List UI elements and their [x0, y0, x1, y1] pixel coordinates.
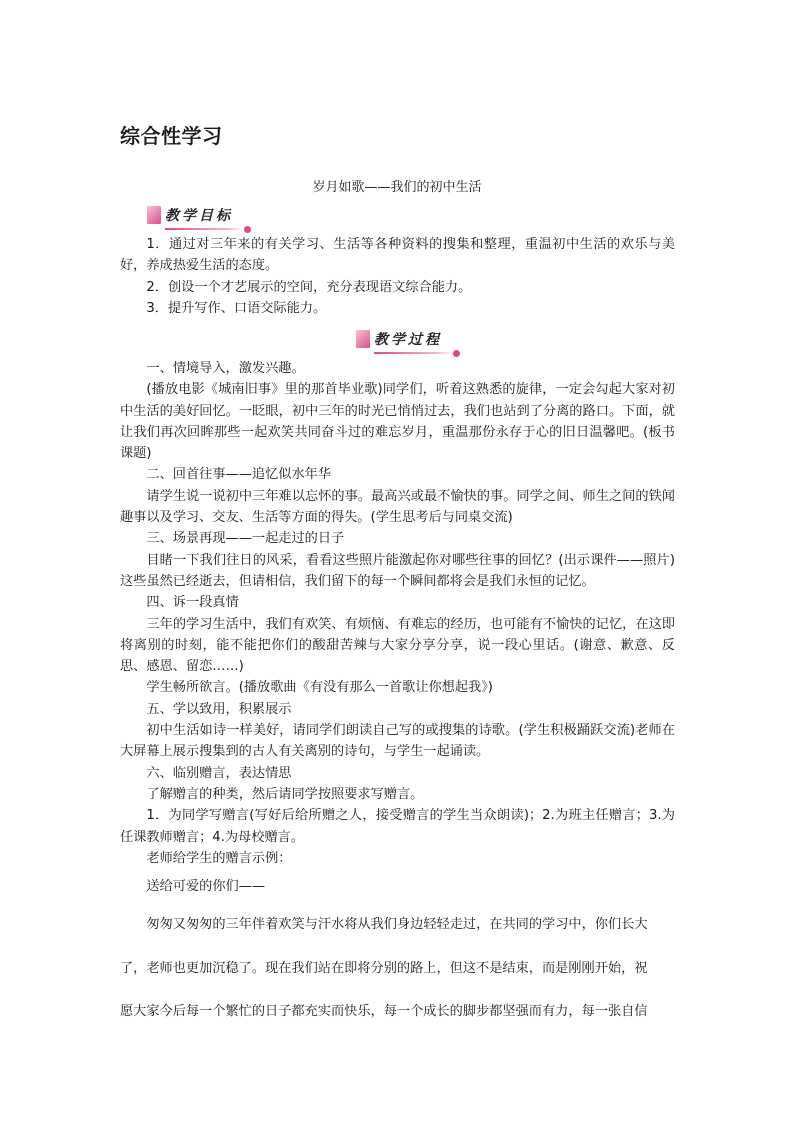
lesson-subtitle: 岁月如歌——我们的初中生活: [312, 180, 482, 195]
goals-banner-label: 教学目标: [165, 208, 233, 224]
banner-underline: [165, 228, 245, 230]
step-paragraph: (播放电影《城南旧事》里的那首毕业歌)同学们，听着这熟悉的旋律，一定会勾起大家对初中生活的美好回忆。一眨眼，初中三年的时光已悄悄过去，我们也站到了分离的路口。下面，就让我们再次回眸那些一起欢笑共同奋斗过的难忘岁月，重温那份永存于心的旧日温馨吧。(板书课题): [120, 382, 675, 462]
sample-line-2-block: [120, 957, 675, 976]
goal-item: 1．通过对三年来的有关学习、生活等各种资料的搜集和整理，重温初中生活的欢乐与美好，养成热爱生活的态度。: [120, 237, 675, 274]
step-paragraph: 三年的学习生活中，我们有欢笑、有烦恼、有难忘的经历，也可能有不愉快的记忆，在这即将离别的时刻，能不能把你们的酸甜苦辣与大家分享分享，说一段心里话。(谢意、歉意、反思、感恩、留恋……): [120, 616, 675, 675]
step-paragraph: 目睹一下我们往日的风采，看看这些照片能激起你对哪些往事的回忆？(出示课件——照片)这些虽然已经逝去，但请相信，我们留下的每一个瞬间都将会是我们永恒的记忆。: [120, 552, 675, 589]
banner-dot: [244, 226, 251, 233]
step-heading: 六、临别赠言，表达情思: [146, 765, 292, 781]
sample-line: 了，老师也更加沉稳了。现在我们站在即将分别的路上，但这不是结束，而是刚刚开始，祝: [120, 961, 648, 976]
step-heading: 五、学以致用，积累展示: [146, 701, 292, 717]
sample-line-3-block: [120, 1000, 675, 1019]
step-paragraph: 学生畅所欲言。(播放歌曲《有没有那么一首歌让你想起我》): [146, 680, 493, 696]
step-heading: 三、场景再现——一起走过的日子: [146, 531, 345, 547]
banner-accent-block: [356, 330, 370, 348]
goals-list: [120, 234, 675, 319]
step-heading: 一、情境导入，激发兴趣。: [146, 361, 305, 376]
sample-line: 愿大家今后每一个繁忙的日子都充实而快乐，每一个成长的脚步都坚强而有力，每一张自信: [120, 1004, 648, 1019]
banner-accent-block: [147, 206, 161, 224]
process-banner-label: 教学过程: [374, 332, 442, 348]
step-paragraph: 请学生说一说初中三年难以忘怀的事。最高兴或最不愉快的事。同学之间、师生之间的铁闻趣事以及学习、交友、生活等方面的得失。(学生思考后与同桌交流): [120, 488, 675, 526]
process-section: [120, 358, 675, 869]
banner-dot: [453, 350, 460, 357]
step-heading: 二、回首往事——追忆似水年华: [146, 467, 332, 483]
step-paragraph: 初中生活如诗一样美好，请同学们朗读自己写的或搜集的诗歌。(学生积极踊跃交流)老师在大屏幕上展示搜集到的古人有关离别的诗句，与学生一起诵读。: [120, 723, 675, 760]
sample-line-1-block: [120, 913, 675, 932]
step-paragraph: 1．为同学写赠言(写好后给所赠之人，接受赠言的学生当众朗读)；2.为班主任赠言；3.为任课教师赠言；4.为母校赠言。: [120, 808, 675, 845]
sample-line: 匆匆又匆匆的三年伴着欢笑与汗水将从我们身边轻轻走过，在共同的学习中，你们长大: [146, 917, 648, 932]
banner-underline: [374, 352, 454, 354]
step-heading: 四、诉一段真情: [146, 595, 239, 611]
sample-greeting-block: [120, 875, 675, 894]
page-title: 综合性学习: [120, 124, 223, 148]
goal-item: 2．创设一个才艺展示的空间，充分表现语文综合能力。: [146, 279, 472, 295]
sample-greeting: 送给可爱的你们——: [146, 879, 266, 894]
goal-item: 3．提升写作、口语交际能力。: [146, 300, 327, 316]
process-section-banner: [356, 326, 442, 352]
step-paragraph: 老师给学生的赠言示例：: [146, 850, 292, 866]
goals-section-banner: [147, 202, 233, 228]
step-paragraph: 了解赠言的种类，然后请同学按照要求写赠言。: [146, 786, 424, 802]
